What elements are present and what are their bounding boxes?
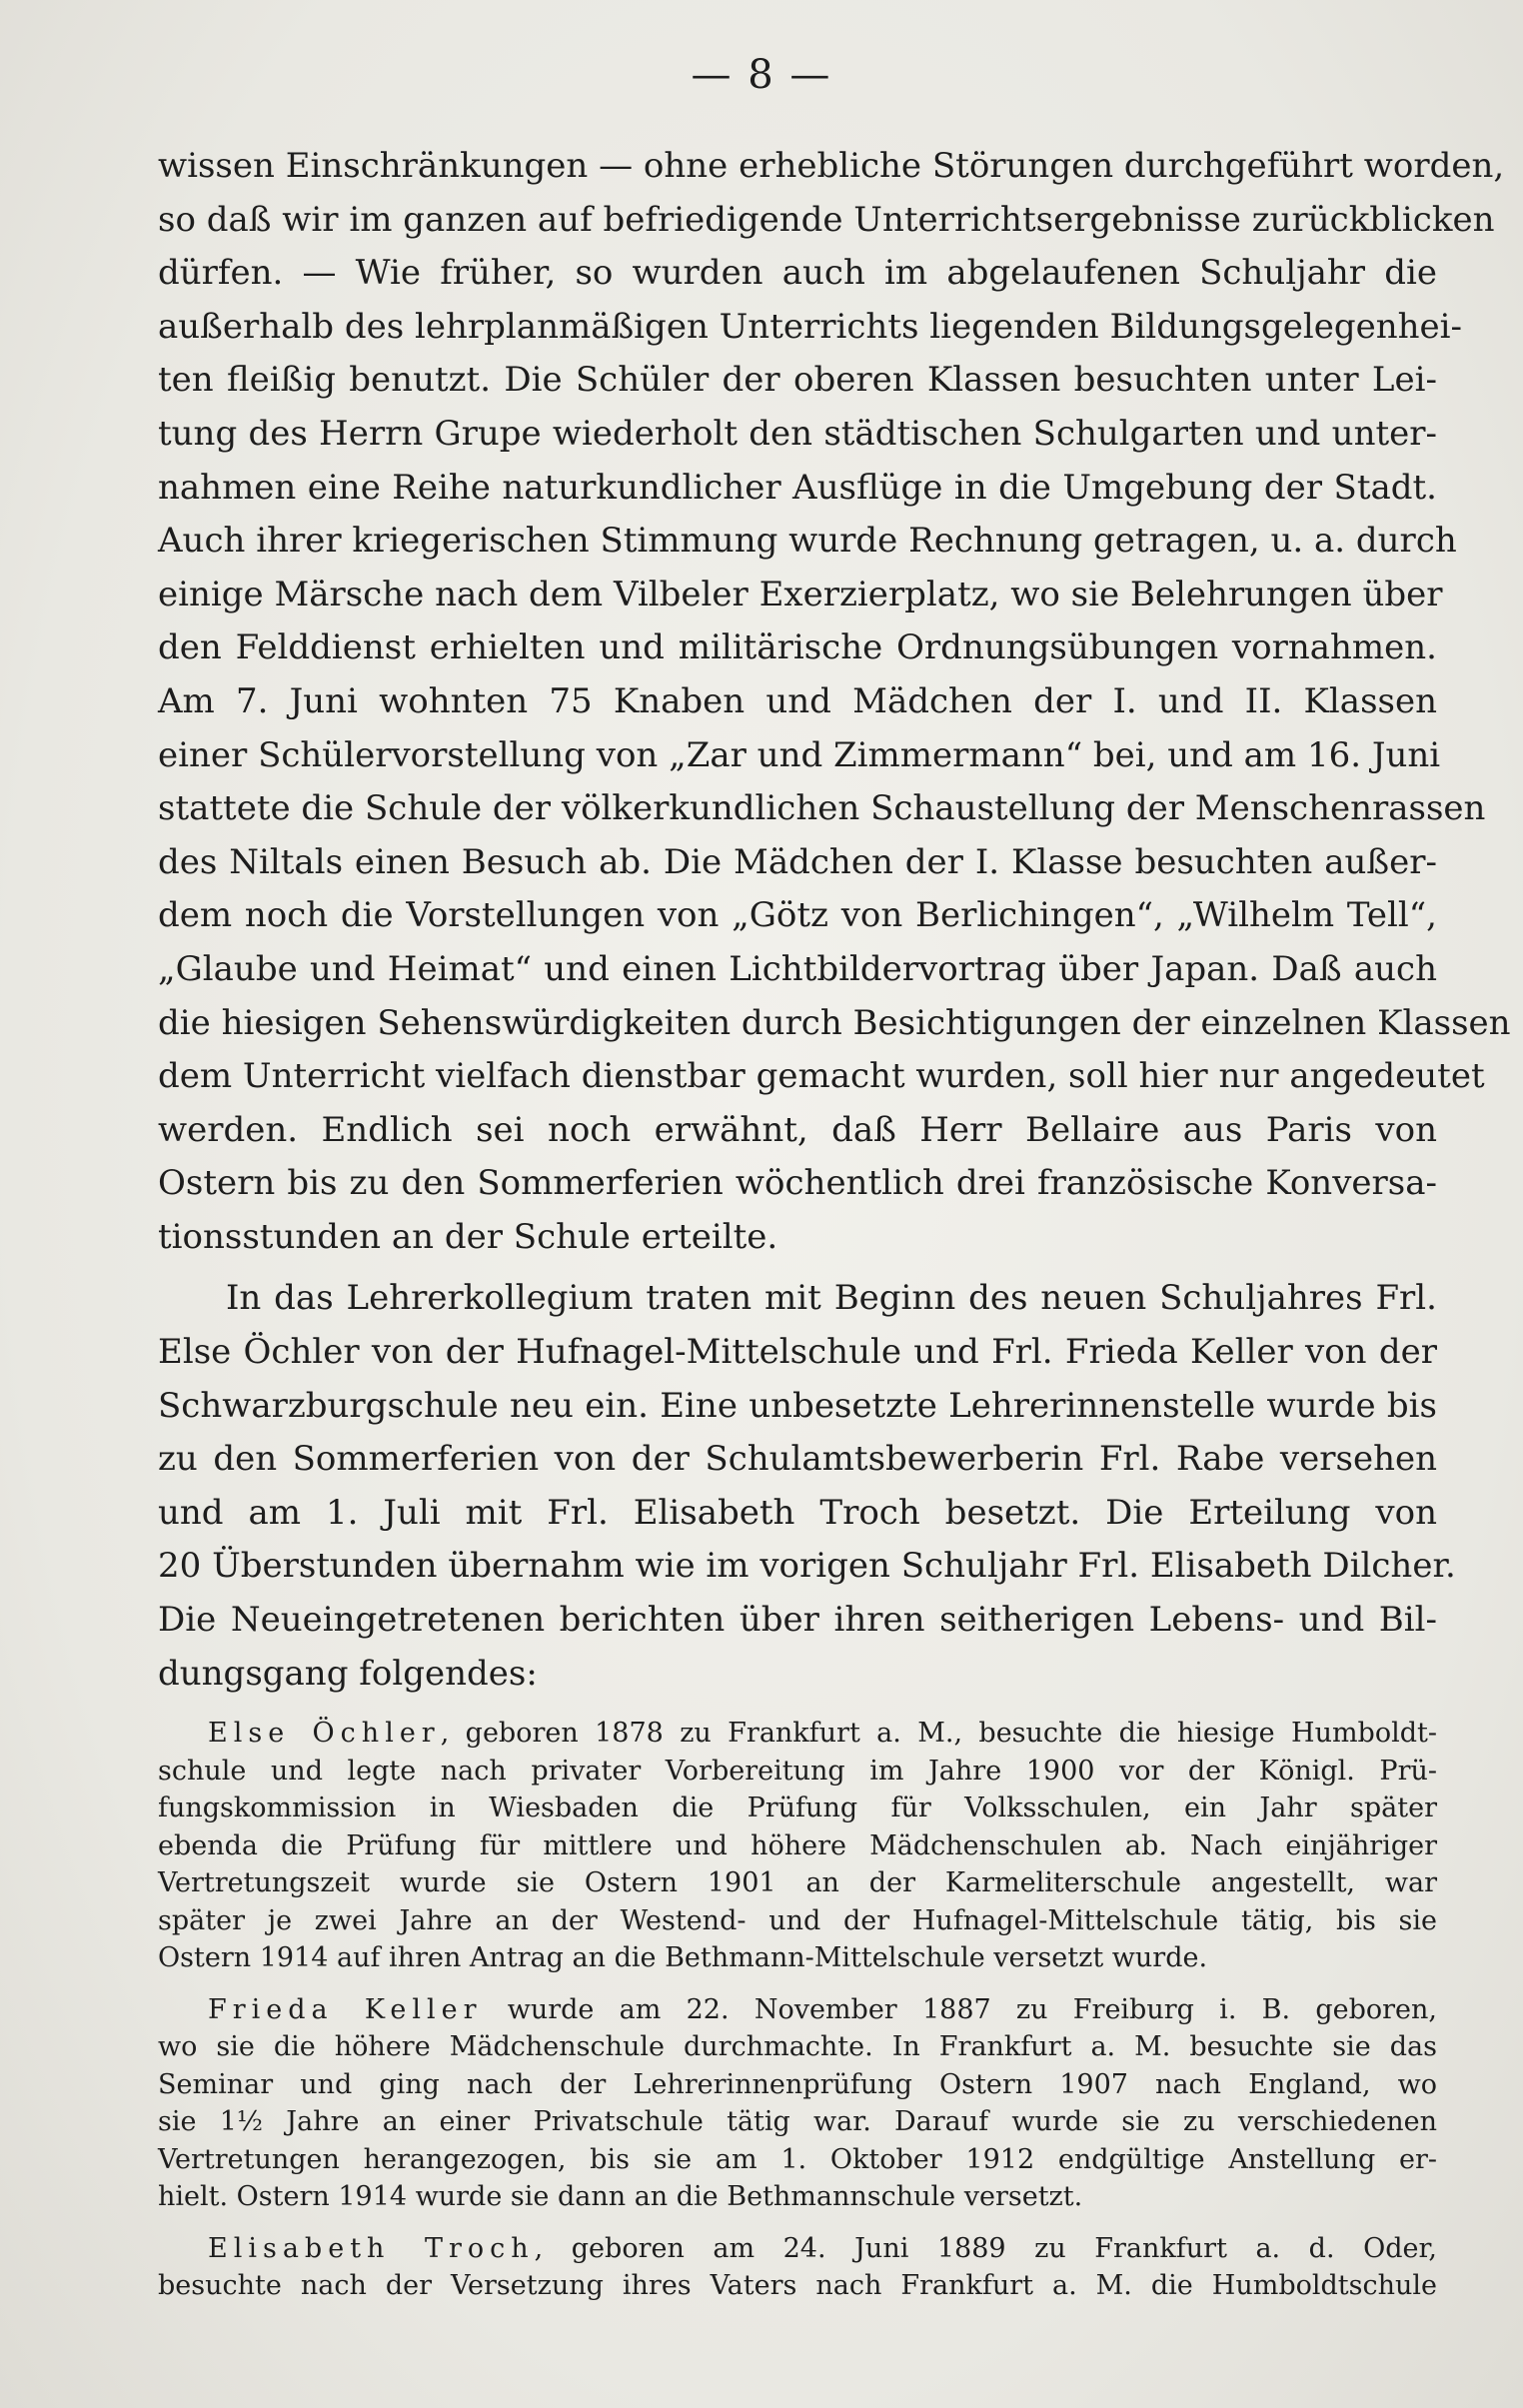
main-text [158,140,1511,2305]
text-line: hielt. Ostern 1914 wurde sie dann an die Bethmannschule versetzt. [158,2181,1083,2213]
text-line: Seminar und ging nach der Lehrerinnenprüfung Ostern 1907 nach England, wo [158,2068,1437,2100]
bio-name: Elisabeth Troch [208,2232,535,2264]
text-line: und am 1. Juli mit Frl. Elisabeth Troch besetzt. Die Erteilung von [158,1492,1437,1533]
text-line: sie 1½ Jahre an einer Privatschule tätig war. Darauf wurde sie zu verschiedenen [158,2106,1437,2138]
text-line: die hiesigen Sehenswürdigkeiten durch Besichtigungen der einzelnen Klassen [158,1002,1511,1043]
text-line: wo sie die höhere Mädchenschule durchmachte. In Frankfurt a. M. besuchte sie das [158,2031,1437,2063]
text-line: zu den Sommerferien von der Schulamtsbewerberin Frl. Rabe versehen [158,1439,1437,1480]
text-line: tionsstunden an der Schule erteilte. [158,1216,778,1257]
text-line: Else Öchler von der Hufnagel-Mittelschule und Frl. Frieda Keller von der [158,1332,1437,1373]
biography-keller [158,1991,1437,2216]
text-line: nahmen eine Reihe naturkundlicher Ausflüge in die Umgebung der Stadt. [158,467,1437,508]
text-line: besuchte nach der Versetzung ihres Vaters nach Frankfurt a. M. die Humboldtschule [158,2270,1437,2302]
biography-oechler [158,1715,1437,1977]
paragraph-activities [158,140,1511,1264]
text-line: ebenda die Prüfung für mittlere und höhere Mädchenschulen ab. Nach einjähriger [158,1829,1437,1861]
text-line: später je zwei Jahre an der Westend- und der Hufnagel-Mittelschule tätig, bis sie [158,1904,1437,1936]
text-line: des Niltals einen Besuch ab. Die Mädchen der I. Klasse besuchten außer- [158,841,1437,882]
text-line: einige Märsche nach dem Vilbeler Exerzierplatz, wo sie Belehrungen über [158,574,1443,614]
text-line: tung des Herrn Grupe wiederholt den städtischen Schulgarten und unter- [158,413,1437,454]
text-line: „Glaube und Heimat“ und einen Lichtbildervortrag über Japan. Daß auch [158,948,1437,989]
text-line: dem noch die Vorstellungen von „Götz von Berlichingen“, „Wilhelm Tell“, [158,895,1437,936]
paragraph-staff [158,1272,1456,1701]
text-line: , geboren 1878 zu Frankfurt a. M., besuchte die hiesige Humboldt- [440,1718,1437,1750]
text-line: den Felddienst erhielten und militärische Ordnungsübungen vornahmen. [158,627,1437,668]
text-line: außerhalb des lehrplanmäßigen Unterrichts liegenden Bildungsgelegenhei- [158,306,1463,347]
text-line: 20 Überstunden übernahm wie im vorigen Schuljahr Frl. Elisabeth Dilcher. [158,1546,1456,1587]
biography-troch [158,2230,1437,2305]
text-line: dem Unterricht vielfach dienstbar gemacht wurden, soll hier nur angedeutet [158,1056,1485,1097]
text-line: fungskommission in Wiesbaden die Prüfung für Volksschulen, ein Jahr später [158,1793,1437,1824]
text-line: einer Schülervorstellung von „Zar und Zimmermann“ bei, und am 16. Juni [158,734,1441,775]
text-line: Die Neueingetretenen berichten über ihren seitherigen Lebens- und Bil- [158,1600,1437,1641]
text-line: Am 7. Juni wohnten 75 Knaben und Mädchen der I. und II. Klassen [158,680,1437,721]
text-line: wurde am 22. November 1887 zu Freiburg i. B. geboren, [482,1993,1437,2025]
text-line: Auch ihrer kriegerischen Stimmung wurde Rechnung getragen, u. a. durch [158,521,1457,562]
text-line: , geboren am 24. Juni 1889 zu Frankfurt a. d. Oder, [534,2232,1437,2264]
text-line: wissen Einschränkungen — ohne erhebliche Störungen durchgeführt worden, [158,146,1505,186]
text-line: stattete die Schule der völkerkundlichen Schaustellung der Menschenrassen [158,788,1486,829]
text-line: ten fleißig benutzt. Die Schüler der oberen Klassen besuchten unter Lei- [158,360,1437,401]
text-line: Schwarzburgschule neu ein. Eine unbesetzte Lehrerinnenstelle wurde bis [158,1385,1437,1426]
text-line: Vertretungszeit wurde sie Ostern 1901 an der Karmeliterschule angestellt, war [158,1867,1437,1899]
text-line: dürfen. — Wie früher, so wurden auch im abgelaufenen Schuljahr die [158,253,1437,294]
page-number: — 8 — [691,52,832,98]
text-line: so daß wir im ganzen auf befriedigende Unterrichtsergebnisse zurückblicken [158,199,1495,240]
text-line: Ostern bis zu den Sommerferien wöchentlich drei französische Konversa- [158,1163,1437,1204]
text-line: dungsgang folgendes: [158,1653,538,1694]
text-line: Ostern 1914 auf ihren Antrag an die Bethmann-Mittelschule versetzt wurde. [158,1942,1208,1974]
bio-name: Frieda Keller [208,1993,483,2025]
text-line: werden. Endlich sei noch erwähnt, daß Herr Bellaire aus Paris von [158,1109,1437,1150]
text-line: schule und legte nach privater Vorbereitung im Jahre 1900 vor der Königl. Prü- [158,1755,1437,1787]
bio-name: Else Öchler [208,1718,441,1750]
text-line: Vertretungen herangezogen, bis sie am 1. Oktober 1912 endgültige Anstellung er- [158,2143,1437,2175]
text-line: In das Lehrerkollegium traten mit Beginn des neuen Schuljahres Frl. [226,1278,1437,1319]
